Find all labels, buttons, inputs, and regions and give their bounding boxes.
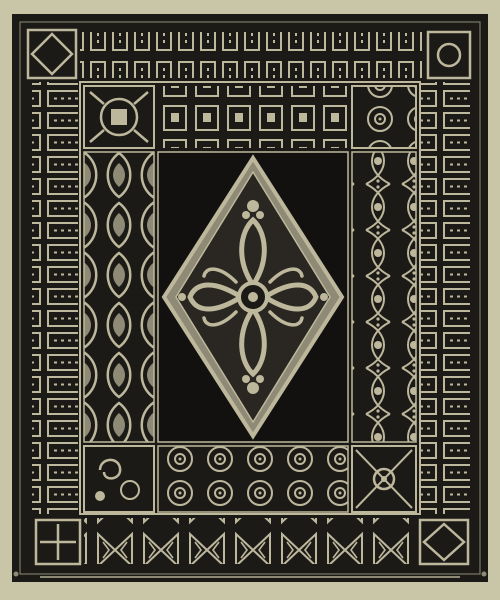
bottom-inner-band [158,446,348,512]
top-inner-band [158,86,348,148]
right-column-waves [352,152,416,442]
right-border-band [420,82,470,514]
top-border-band [80,32,422,78]
rosette-icon [239,283,267,311]
left-border-band [32,82,78,514]
bottom-border-band [84,518,418,564]
left-column-ovals [84,152,154,442]
inner-corner-top-right [352,86,416,148]
